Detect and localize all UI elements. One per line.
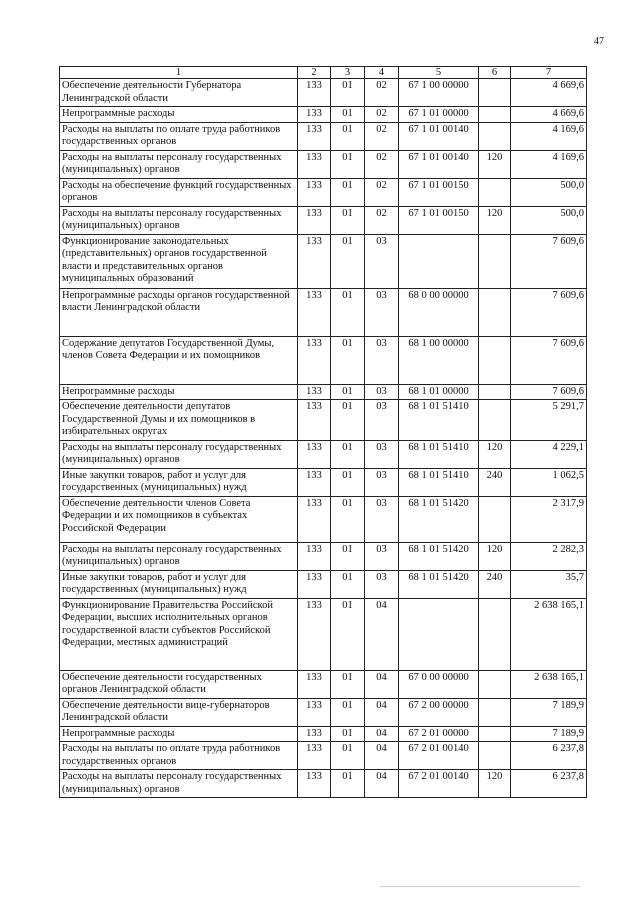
row-code-5: 68 1 01 51420: [399, 496, 479, 542]
row-amount: 4 669,6: [511, 79, 587, 107]
row-code-2: 133: [298, 107, 331, 123]
row-code-5: 67 1 01 00150: [399, 206, 479, 234]
row-amount: 1 062,5: [511, 468, 587, 496]
table-row: [60, 206, 587, 234]
row-code-5: 68 1 01 51420: [399, 542, 479, 570]
table-row: [60, 122, 587, 150]
row-code-4: 03: [365, 570, 399, 598]
table-row: [60, 770, 587, 798]
row-code-3: 01: [331, 542, 365, 570]
row-amount: 6 237,8: [511, 742, 587, 770]
row-code-4: 03: [365, 234, 399, 288]
footer-line: [380, 886, 580, 887]
table-row: [60, 670, 587, 698]
row-code-3: 01: [331, 336, 365, 384]
row-description: Непрограммные расходы: [60, 107, 298, 123]
row-code-2: 133: [298, 770, 331, 798]
row-code-6: [479, 336, 511, 384]
row-code-4: 02: [365, 178, 399, 206]
row-amount: 2 317,9: [511, 496, 587, 542]
row-code-6: [479, 178, 511, 206]
row-code-6: 240: [479, 468, 511, 496]
row-amount: 2 638 165,1: [511, 598, 587, 670]
row-code-2: 133: [298, 670, 331, 698]
row-code-6: [479, 122, 511, 150]
row-code-6: [479, 496, 511, 542]
table-row: [60, 726, 587, 742]
row-code-3: 01: [331, 570, 365, 598]
row-description: Расходы на выплаты персоналу государственных (муниципальных) органов: [60, 150, 298, 178]
row-description: Расходы на выплаты персоналу государственных (муниципальных) органов: [60, 440, 298, 468]
row-code-5: 68 1 00 00000: [399, 336, 479, 384]
row-code-4: 04: [365, 670, 399, 698]
row-description: Функционирование законодательных (представительных) органов государственной власти и представительных органов муниципальных образований: [60, 234, 298, 288]
table-row: [60, 234, 587, 288]
row-code-6: 120: [479, 440, 511, 468]
row-code-2: 133: [298, 698, 331, 726]
row-code-3: 01: [331, 496, 365, 542]
row-code-5: 68 0 00 00000: [399, 288, 479, 336]
row-code-5: 68 1 01 51410: [399, 400, 479, 441]
row-code-4: 03: [365, 542, 399, 570]
row-code-5: 68 1 01 00000: [399, 384, 479, 400]
row-code-3: 01: [331, 598, 365, 670]
row-code-4: 02: [365, 206, 399, 234]
row-amount: 5 291,7: [511, 400, 587, 441]
row-code-2: 133: [298, 440, 331, 468]
row-code-4: 04: [365, 770, 399, 798]
table-row: [60, 288, 587, 336]
row-description: Функционирование Правительства Российской Федерации, высших исполнительных органов государственной власти субъектов Российской Федерации, местных администраций: [60, 598, 298, 670]
row-code-2: 133: [298, 206, 331, 234]
row-amount: 500,0: [511, 178, 587, 206]
row-code-3: 01: [331, 384, 365, 400]
row-code-5: 68 1 01 51410: [399, 468, 479, 496]
row-code-5: 67 1 01 00140: [399, 122, 479, 150]
row-code-3: 01: [331, 288, 365, 336]
row-code-2: 133: [298, 150, 331, 178]
row-amount: 2 638 165,1: [511, 670, 587, 698]
row-code-6: [479, 742, 511, 770]
row-code-6: [479, 670, 511, 698]
row-code-5: 68 1 01 51410: [399, 440, 479, 468]
column-header: 1: [60, 67, 298, 79]
table-row: [60, 570, 587, 598]
row-code-5: 67 1 01 00000: [399, 107, 479, 123]
row-code-2: 133: [298, 178, 331, 206]
row-code-3: 01: [331, 206, 365, 234]
row-code-6: [479, 234, 511, 288]
row-code-3: 01: [331, 726, 365, 742]
row-code-2: 133: [298, 400, 331, 441]
row-code-2: 133: [298, 79, 331, 107]
row-description: Обеспечение деятельности государственных органов Ленинградской области: [60, 670, 298, 698]
row-code-4: 03: [365, 384, 399, 400]
row-code-4: 02: [365, 122, 399, 150]
row-description: Обеспечение деятельности членов Совета Федерации и их помощников в субъектах Российской Федерации: [60, 496, 298, 542]
table-row: [60, 542, 587, 570]
row-code-5: 67 1 01 00150: [399, 178, 479, 206]
row-description: Непрограммные расходы: [60, 726, 298, 742]
row-code-6: [479, 598, 511, 670]
table-row: [60, 698, 587, 726]
row-code-6: [479, 400, 511, 441]
row-code-2: 133: [298, 496, 331, 542]
row-description: Расходы на выплаты персоналу государственных (муниципальных) органов: [60, 770, 298, 798]
row-code-5: 67 0 00 00000: [399, 670, 479, 698]
row-code-5: 68 1 01 51420: [399, 570, 479, 598]
row-amount: 6 237,8: [511, 770, 587, 798]
row-amount: 2 282,3: [511, 542, 587, 570]
row-description: Расходы на выплаты персоналу государственных (муниципальных) органов: [60, 542, 298, 570]
header-row: [60, 67, 587, 79]
row-code-3: 01: [331, 468, 365, 496]
budget-table: [59, 66, 587, 798]
row-code-4: 02: [365, 150, 399, 178]
row-code-4: 03: [365, 288, 399, 336]
row-code-2: 133: [298, 570, 331, 598]
row-code-4: 04: [365, 742, 399, 770]
row-code-6: 120: [479, 542, 511, 570]
row-description: Расходы на выплаты персоналу государственных (муниципальных) органов: [60, 206, 298, 234]
row-code-4: 03: [365, 400, 399, 441]
row-description: Расходы на выплаты по оплате труда работников государственных органов: [60, 742, 298, 770]
row-code-6: [479, 384, 511, 400]
row-description: Обеспечение деятельности вице-губернаторов Ленинградской области: [60, 698, 298, 726]
row-description: Непрограммные расходы: [60, 384, 298, 400]
row-code-2: 133: [298, 726, 331, 742]
table-row: [60, 440, 587, 468]
row-code-4: 02: [365, 107, 399, 123]
row-code-3: 01: [331, 698, 365, 726]
row-code-2: 133: [298, 598, 331, 670]
row-code-5: 67 1 00 00000: [399, 79, 479, 107]
column-header: 4: [365, 67, 399, 79]
row-code-3: 01: [331, 79, 365, 107]
column-header: 3: [331, 67, 365, 79]
row-amount: 4 169,6: [511, 150, 587, 178]
row-code-6: 120: [479, 770, 511, 798]
table-row: [60, 496, 587, 542]
row-code-3: 01: [331, 770, 365, 798]
row-code-5: [399, 234, 479, 288]
row-description: Расходы на выплаты по оплате труда работников государственных органов: [60, 122, 298, 150]
row-code-4: 02: [365, 79, 399, 107]
table-row: [60, 336, 587, 384]
table-body: [60, 79, 587, 798]
column-header: 5: [399, 67, 479, 79]
row-amount: 4 669,6: [511, 107, 587, 123]
row-amount: 4 229,1: [511, 440, 587, 468]
row-code-2: 133: [298, 234, 331, 288]
row-code-6: [479, 107, 511, 123]
row-code-2: 133: [298, 288, 331, 336]
row-code-2: 133: [298, 742, 331, 770]
row-code-5: [399, 598, 479, 670]
row-code-3: 01: [331, 150, 365, 178]
row-code-3: 01: [331, 107, 365, 123]
row-code-6: [479, 288, 511, 336]
row-code-4: 04: [365, 698, 399, 726]
row-code-4: 04: [365, 726, 399, 742]
table-row: [60, 79, 587, 107]
row-code-3: 01: [331, 670, 365, 698]
table-row: [60, 400, 587, 441]
page-number: 47: [594, 36, 604, 47]
row-code-5: 67 2 01 00140: [399, 742, 479, 770]
row-code-5: 67 2 01 00000: [399, 726, 479, 742]
table-row: [60, 178, 587, 206]
row-code-3: 01: [331, 400, 365, 441]
table-row: [60, 742, 587, 770]
row-code-6: [479, 79, 511, 107]
row-code-5: 67 2 01 00140: [399, 770, 479, 798]
row-code-3: 01: [331, 178, 365, 206]
row-code-4: 03: [365, 496, 399, 542]
row-code-4: 04: [365, 598, 399, 670]
row-amount: 500,0: [511, 206, 587, 234]
row-code-2: 133: [298, 468, 331, 496]
row-code-2: 133: [298, 384, 331, 400]
row-description: Обеспечение деятельности Губернатора Ленинградской области: [60, 79, 298, 107]
row-amount: 7 609,6: [511, 234, 587, 288]
row-description: Расходы на обеспечение функций государственных органов: [60, 178, 298, 206]
table-row: [60, 150, 587, 178]
column-header: 2: [298, 67, 331, 79]
row-code-4: 03: [365, 468, 399, 496]
row-description: Обеспечение деятельности депутатов Государственной Думы и их помощников в избирательных округах: [60, 400, 298, 441]
row-code-6: [479, 698, 511, 726]
row-amount: 4 169,6: [511, 122, 587, 150]
row-amount: 7 609,6: [511, 384, 587, 400]
row-amount: 7 609,6: [511, 336, 587, 384]
row-amount: 7 189,9: [511, 698, 587, 726]
row-code-6: 120: [479, 150, 511, 178]
row-code-4: 03: [365, 336, 399, 384]
row-description: Иные закупки товаров, работ и услуг для государственных (муниципальных) нужд: [60, 570, 298, 598]
row-code-5: 67 2 00 00000: [399, 698, 479, 726]
table-row: [60, 468, 587, 496]
table-row: [60, 598, 587, 670]
row-code-2: 133: [298, 542, 331, 570]
row-amount: 7 609,6: [511, 288, 587, 336]
row-amount: 35,7: [511, 570, 587, 598]
table-row: [60, 384, 587, 400]
row-code-6: [479, 726, 511, 742]
column-header: 7: [511, 67, 587, 79]
column-header: 6: [479, 67, 511, 79]
row-description: Содержание депутатов Государственной Думы, членов Совета Федерации и их помощников: [60, 336, 298, 384]
row-amount: 7 189,9: [511, 726, 587, 742]
row-code-3: 01: [331, 742, 365, 770]
row-code-3: 01: [331, 234, 365, 288]
row-code-2: 133: [298, 336, 331, 384]
row-code-3: 01: [331, 122, 365, 150]
table-row: [60, 107, 587, 123]
row-code-6: 240: [479, 570, 511, 598]
row-code-2: 133: [298, 122, 331, 150]
row-description: Иные закупки товаров, работ и услуг для государственных (муниципальных) нужд: [60, 468, 298, 496]
row-description: Непрограммные расходы органов государственной власти Ленинградской области: [60, 288, 298, 336]
row-code-5: 67 1 01 00140: [399, 150, 479, 178]
row-code-6: 120: [479, 206, 511, 234]
row-code-3: 01: [331, 440, 365, 468]
row-code-4: 03: [365, 440, 399, 468]
